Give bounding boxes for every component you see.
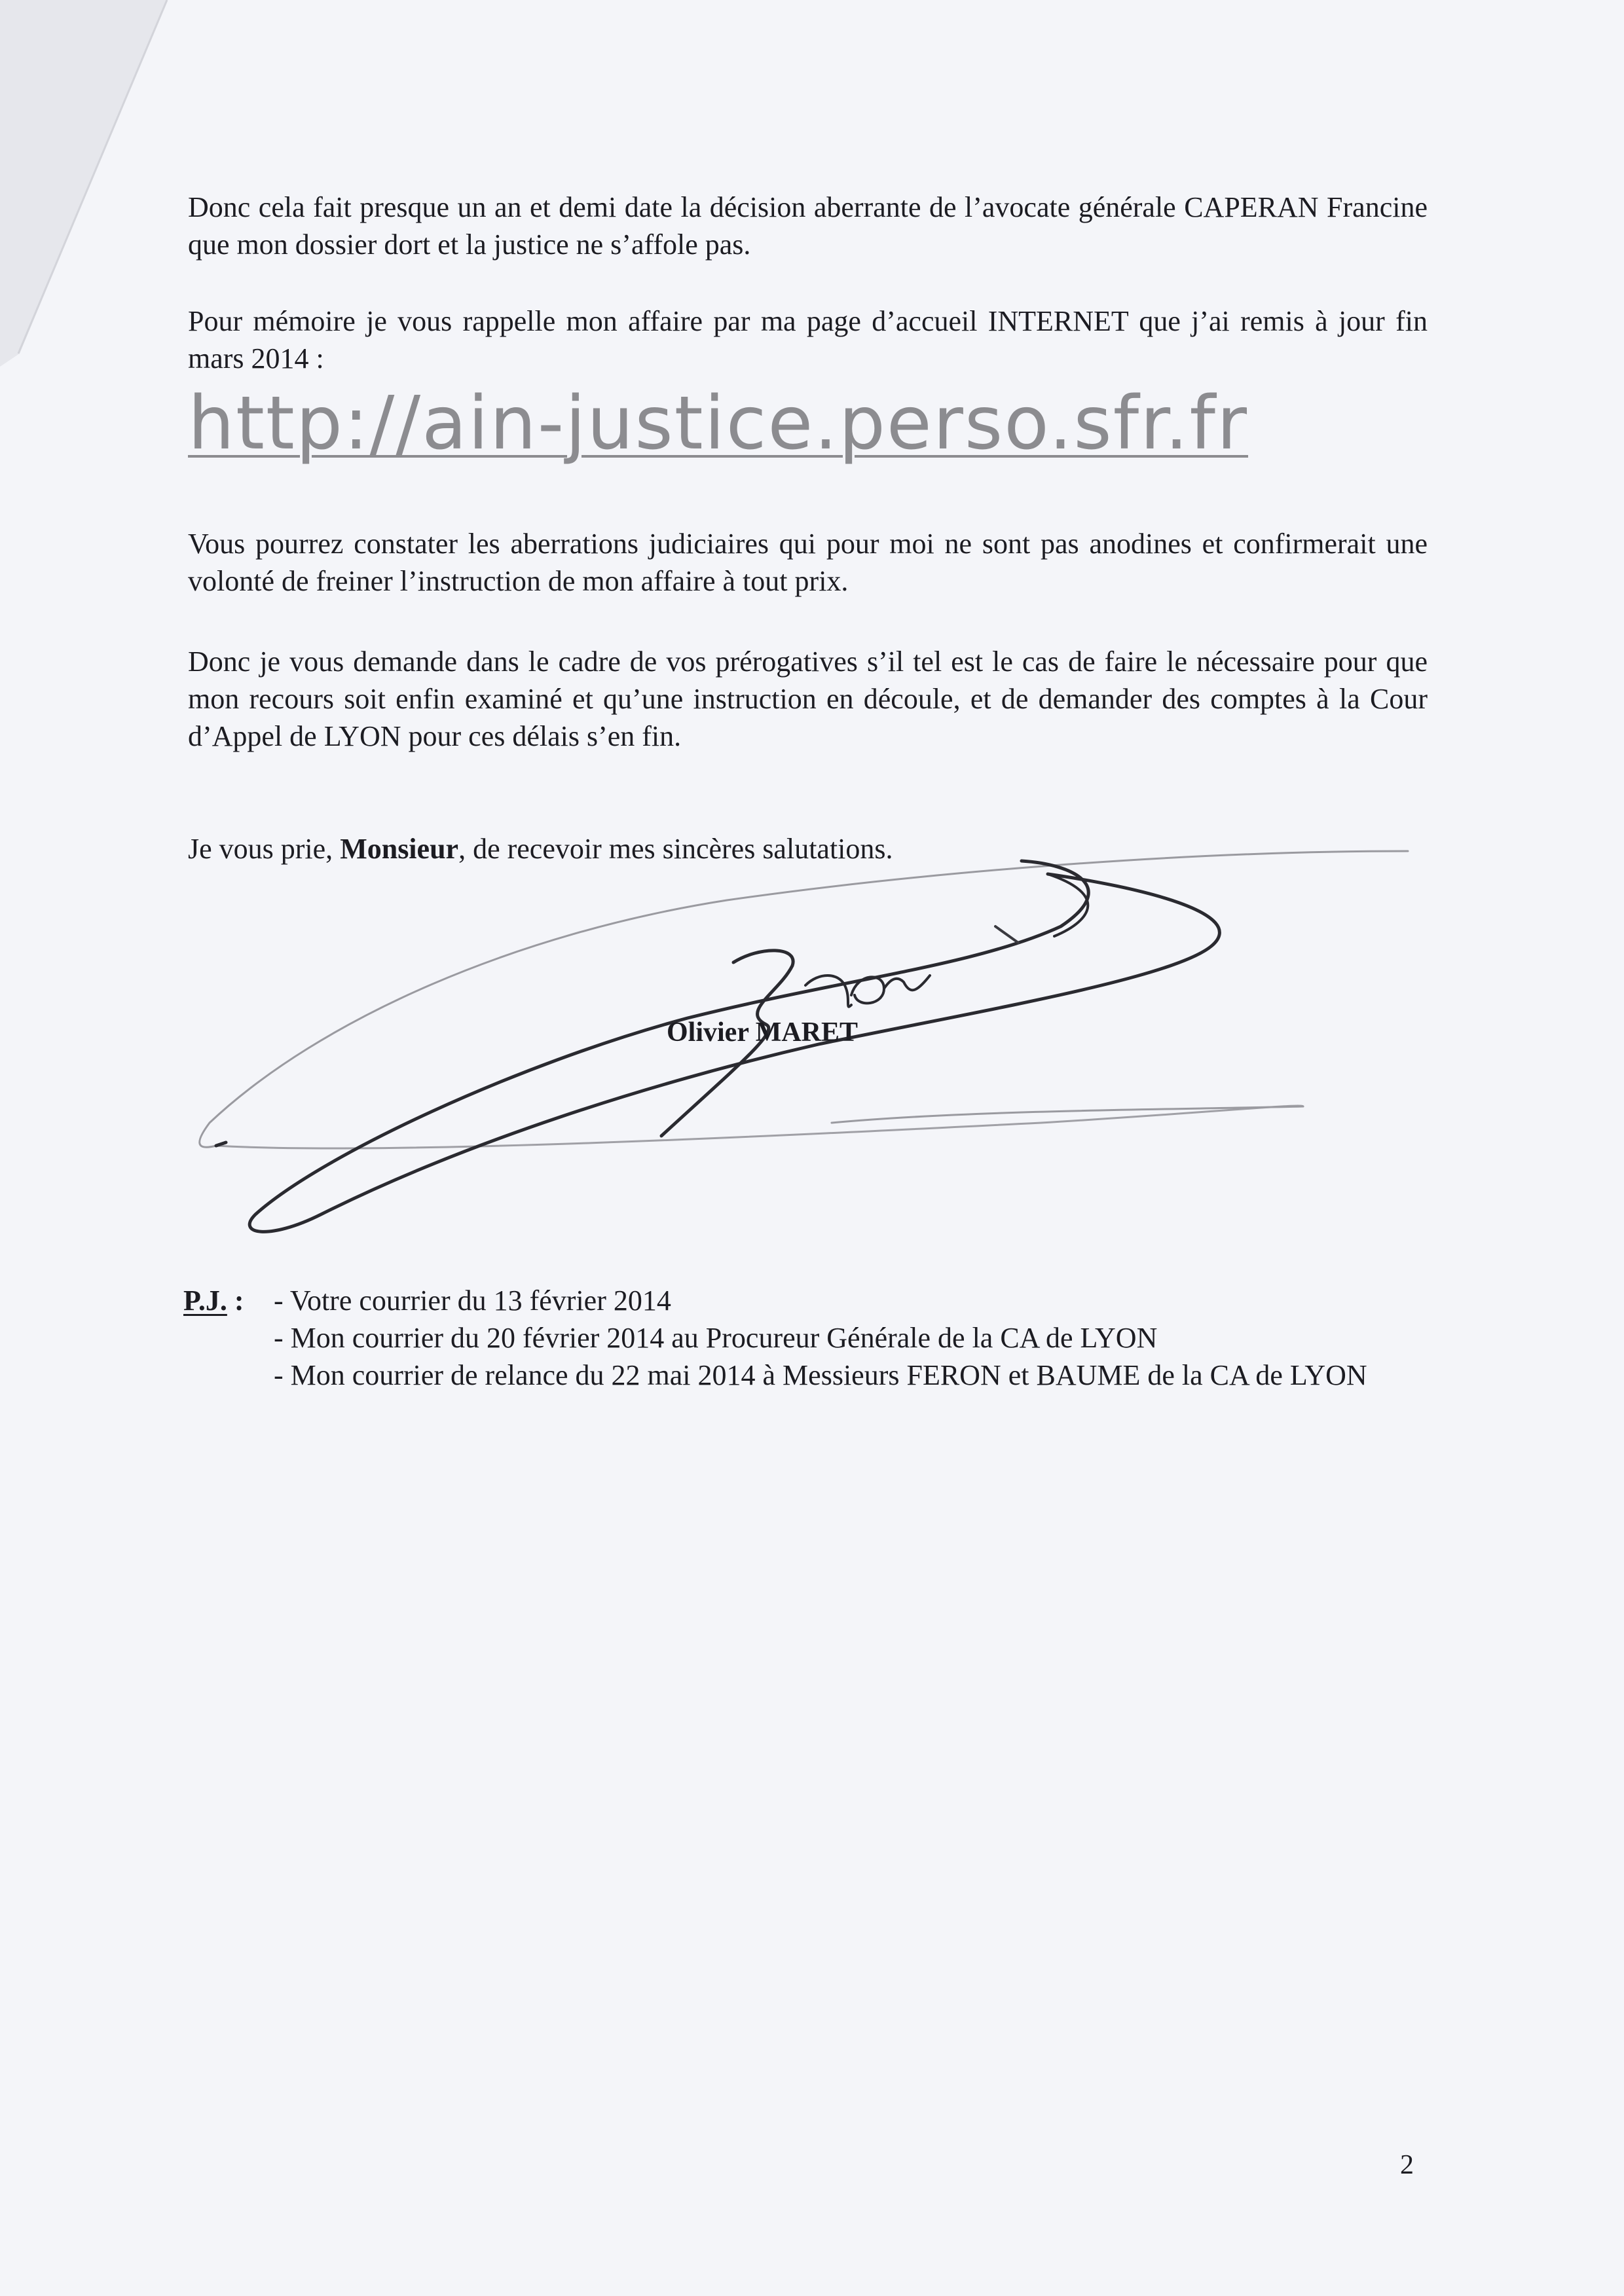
paragraph-reminder: Pour mémoire je vous rappelle mon affaire par ma page d’accueil INTERNET que j’ai remis à jour fin mars 2014 : — [188, 305, 1428, 374]
attachment-item: - Mon courrier du 20 février 2014 au Procureur Générale de la CA de LYON — [274, 1322, 1158, 1354]
attachments-label-text: P.J. — [183, 1285, 227, 1317]
page-number: 2 — [1400, 2150, 1414, 2180]
attachments-list — [274, 1282, 1426, 1394]
closing-addressee: Monsieur — [340, 833, 459, 865]
attachments-label — [183, 1282, 244, 1319]
paragraph-decision: Donc cela fait presque un an et demi date la décision aberrante de l’avocate générale CAPERAN Francine que mon dossier dort et la justice ne s’affole pas. — [188, 191, 1428, 261]
website-url: http://ain-justice.perso.sfr.fr — [188, 381, 1249, 466]
attachments-label-separator: : — [227, 1285, 244, 1317]
attachment-item: - Mon courrier de relance du 22 mai 2014 à Messieurs FERON et BAUME de la CA de LYON — [274, 1359, 1367, 1391]
closing-text-before: Je vous prie, — [188, 833, 341, 865]
page-fold-shadow — [0, 0, 170, 367]
attachment-item: - Votre courrier du 13 février 2014 — [274, 1285, 671, 1317]
signer-name: Olivier MARET — [667, 1017, 858, 1048]
handwritten-signature — [190, 848, 1434, 1267]
closing-text-after: , de recevoir mes sincères salutations. — [458, 833, 893, 865]
paragraph-request: Donc je vous demande dans le cadre de vos prérogatives s’il tel est le cas de faire le nécessaire pour que mon recours soit enfin examiné et qu’une instruction en découle, et de demander des comptes à la Cour d’Appel de LYON pour ces délais s’en fin. — [188, 646, 1428, 752]
paragraph-aberrations: Vous pourrez constater les aberrations judiciaires qui pour moi ne sont pas anodines et confirmerait une volonté de freiner l’instruction de mon affaire à tout prix. — [188, 528, 1428, 597]
